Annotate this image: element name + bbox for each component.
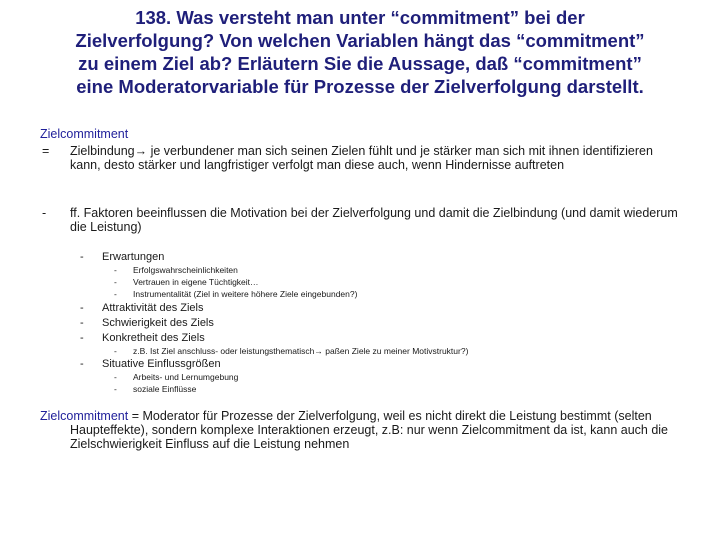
conclusion-heading: Zielcommitment — [40, 409, 129, 423]
factors-marker: - — [42, 206, 47, 220]
bullet-dash: - — [80, 251, 84, 263]
item-schwierigkeit: Schwierigkeit des Ziels — [102, 317, 214, 329]
item-attraktivitaet: Attraktivität des Ziels — [102, 302, 204, 314]
sub-item: Erfolgswahrscheinlichkeiten — [133, 265, 238, 275]
page-title — [30, 6, 690, 98]
title-line: Zielverfolgung? Von welchen Variablen hängt das “commitment” — [75, 30, 645, 51]
sub-item: soziale Einflüsse — [133, 384, 197, 394]
sub-bullet-dash: - — [114, 346, 117, 356]
sub-item: Vertrauen in eigene Tüchtigkeit… — [133, 277, 259, 287]
sub-bullet-dash: - — [114, 277, 117, 287]
item-konkretheit: Konkretheit des Ziels — [102, 332, 205, 344]
bullet-dash: - — [80, 332, 84, 344]
sub-item: Arbeits- und Lernumgebung — [133, 372, 239, 382]
item-erwartungen: Erwartungen — [102, 251, 165, 263]
definition-text: Zielbindung→ je verbundener man sich seinen Zielen fühlt und je stärker man sich mit ihnen identifizieren kann, desto stärker und langfristiger verfolgt man diese auch, wenn Hindernisse auftreten — [70, 144, 653, 172]
title-line: 138. Was versteht man unter “commitment” bei der — [135, 7, 585, 28]
factors-text: ff. Faktoren beeinflussen die Motivation bei der Zielverfolgung und damit die Zielbindung (und damit wiederum die Leistung) — [70, 206, 678, 234]
sub-bullet-dash: - — [114, 372, 117, 382]
definition-marker: = — [42, 144, 50, 158]
sub-item: z.B. Ist Ziel anschluss- oder leistungsthematisch→ paßen Ziele zu meiner Motivstruktur?) — [133, 346, 469, 356]
sub-bullet-dash: - — [114, 265, 117, 275]
sub-item: Instrumentalität (Ziel in weitere höhere Ziele eingebunden?) — [133, 289, 358, 299]
conclusion-paragraph — [40, 409, 700, 451]
definition-heading: Zielcommitment — [40, 127, 129, 141]
sub-bullet-dash: - — [114, 384, 117, 394]
bullet-dash: - — [80, 317, 84, 329]
item-situativ: Situative Einflussgrößen — [102, 358, 221, 370]
title-line: zu einem Ziel ab? Erläutern Sie die Aussage, daß “commitment” — [78, 53, 642, 74]
sub-bullet-dash: - — [114, 289, 117, 299]
bullet-dash: - — [80, 358, 84, 370]
conclusion-text: = Moderator für Prozesse der Zielverfolgung, weil es nicht direkt die Leistung bestimmt (selten Haupteffekte), sondern komplexe Interaktionen erzeugt, z.B: nur wenn Zielcommitment da ist, kann auch die Zielschwierigkeit Einfluss auf die Leistung nehmen — [70, 409, 669, 451]
title-line: eine Moderatorvariable für Prozesse der Zielverfolgung darstellt. — [76, 76, 644, 97]
bullet-dash: - — [80, 302, 84, 314]
